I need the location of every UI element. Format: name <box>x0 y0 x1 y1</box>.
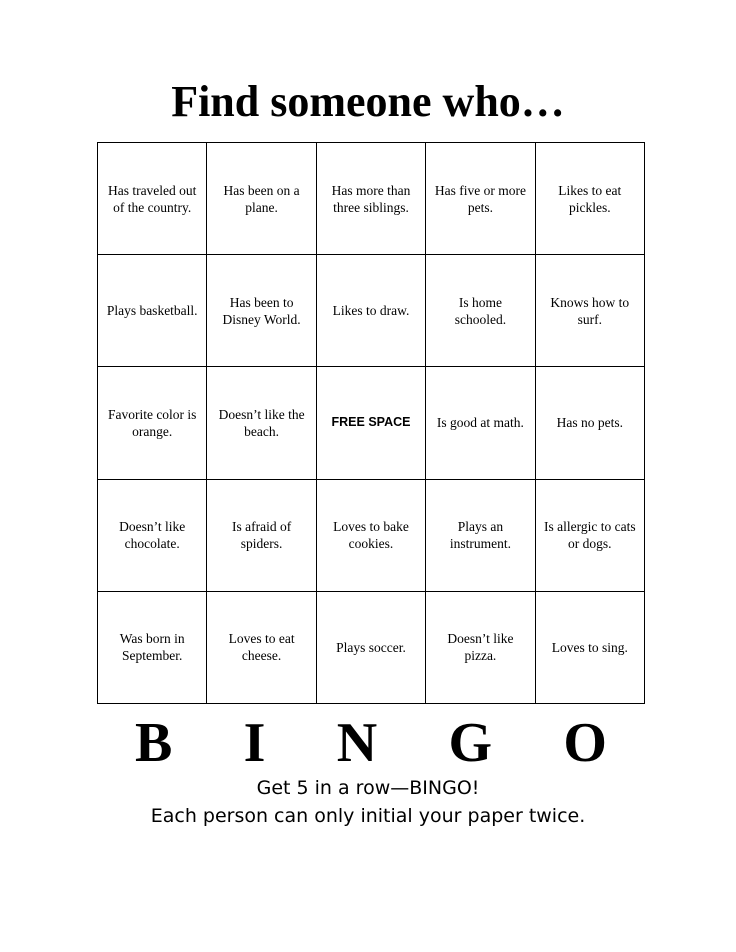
instructions-line-1: Get 5 in a row—BINGO! <box>256 777 480 799</box>
bingo-cell: Knows how to surf. <box>536 255 645 367</box>
bingo-letter-b: B <box>135 712 173 774</box>
bingo-cell: Doesn’t like chocolate. <box>98 480 207 592</box>
bingo-cell: Has been to Disney World. <box>207 255 316 367</box>
page-title: Find someone who… <box>171 77 565 126</box>
bingo-cell: Is afraid of spiders. <box>207 480 316 592</box>
bingo-cell: Has no pets. <box>536 367 645 479</box>
free-space-cell: FREE SPACE <box>317 367 426 479</box>
bingo-letter-i: I <box>243 712 266 774</box>
bingo-letter-o: O <box>563 712 607 774</box>
instructions-line-2: Each person can only initial your paper twice. <box>150 805 586 827</box>
bingo-cell: Is home schooled. <box>426 255 535 367</box>
bingo-cell: Plays basketball. <box>98 255 207 367</box>
bingo-cell: Has traveled out of the country. <box>98 143 207 255</box>
bingo-cell: Favorite color is orange. <box>98 367 207 479</box>
bingo-cell: Loves to bake cookies. <box>317 480 426 592</box>
bingo-cell: Doesn’t like the beach. <box>207 367 316 479</box>
bingo-cell: Loves to sing. <box>536 592 645 704</box>
bingo-cell: Is allergic to cats or dogs. <box>536 480 645 592</box>
bingo-heading <box>97 710 645 776</box>
bingo-letter-g: G <box>448 712 493 774</box>
bingo-letter-n: N <box>336 712 378 774</box>
bingo-cell: Has been on a plane. <box>207 143 316 255</box>
bingo-cell: Likes to eat pickles. <box>536 143 645 255</box>
bingo-cell: Plays soccer. <box>317 592 426 704</box>
bingo-cell: Likes to draw. <box>317 255 426 367</box>
bingo-cell: Is good at math. <box>426 367 535 479</box>
bingo-cell: Loves to eat cheese. <box>207 592 316 704</box>
bingo-cell: Has more than three siblings. <box>317 143 426 255</box>
bingo-cell: Doesn’t like pizza. <box>426 592 535 704</box>
bingo-cell: Was born in September. <box>98 592 207 704</box>
bingo-cell: Has five or more pets. <box>426 143 535 255</box>
bingo-cell: Plays an instrument. <box>426 480 535 592</box>
bingo-grid <box>97 142 645 704</box>
